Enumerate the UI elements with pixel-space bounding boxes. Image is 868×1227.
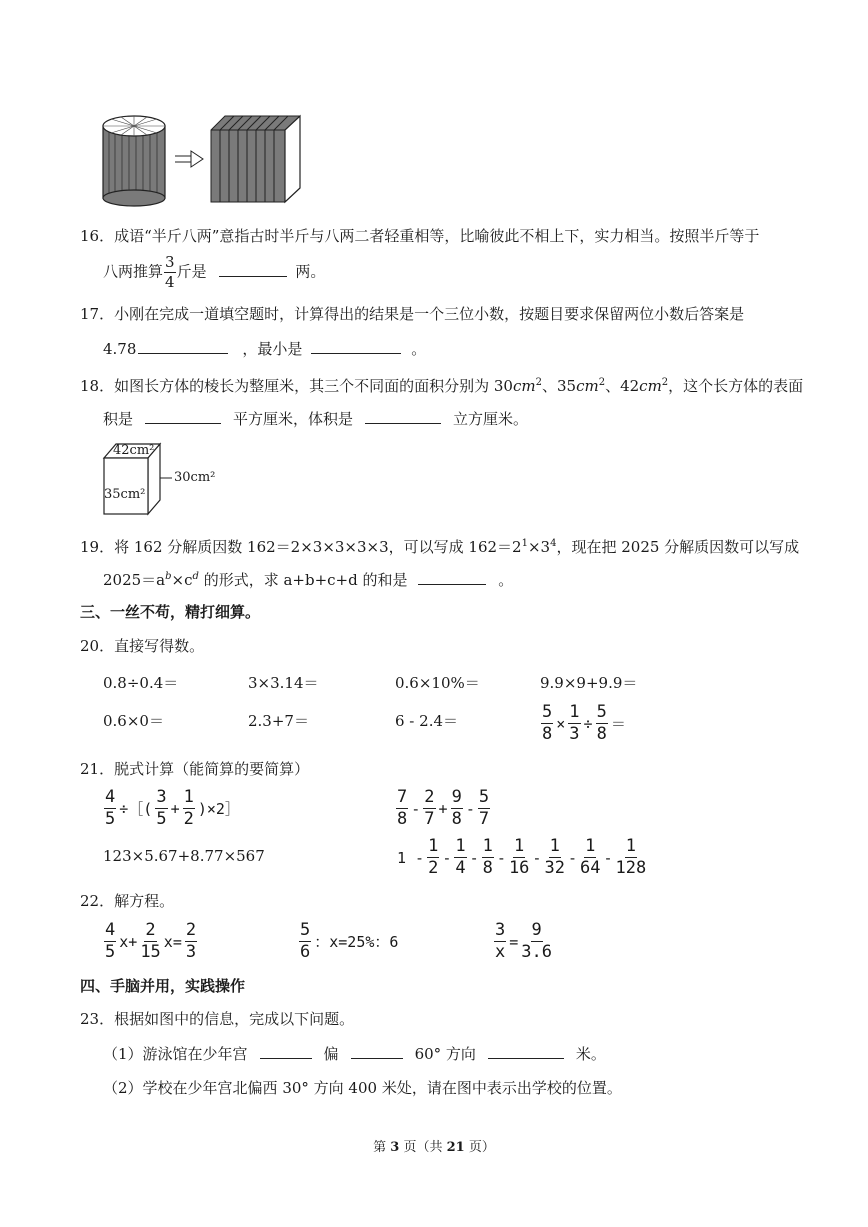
cuboid-top-label: 42cm² — [113, 443, 155, 458]
calc-item: 0.8÷0.4＝ — [103, 674, 179, 692]
question-text: ，现在把 2025 分解质因数可以写成 — [556, 538, 800, 556]
question-22-title — [80, 890, 174, 912]
equation-1: $\frac{4}{5}$ x+ $\frac{2}{15}$ x= $\frac{2}{3}$ — [105, 920, 197, 962]
question-23-part-2: （2）学校在少年宫北偏西 30° 方向 400 米处，请在图中表示出学校的位置。 — [103, 1079, 622, 1097]
calc-item: 6 - 2.4＝ — [395, 712, 459, 730]
question-text: 成语“半斤八两”意指古时半斤与八两二者轻重相等，比喻彼此不相上下，实力相当。按照半斤等于 — [114, 227, 760, 245]
section-heading: 四、手脑并用，实践操作 — [80, 977, 246, 995]
cylinder-shape — [103, 116, 165, 206]
question-text: 2025＝a — [103, 571, 166, 589]
question-text: 小刚在完成一道填空题时，计算得出的结果是一个三位小数，按题目要求保留两位小数后答案是 — [114, 305, 745, 323]
fraction: $\frac{3}{4}$ — [165, 253, 175, 291]
answer-blank[interactable] — [488, 1042, 564, 1059]
question-number: 17． — [80, 305, 115, 323]
question-number: 18． — [80, 377, 115, 395]
expression-3: 123×5.67+8.77×567 — [103, 847, 265, 865]
answer-blank[interactable] — [351, 1042, 403, 1059]
expression-4: 1 - $\frac{1}{2}$ - $\frac{1}{4}$ - $\frac{1}{8}$ - $\frac{1}{16}$ - $\frac{1}{32}$ - $\frac{1}{64}$ - $\frac{1}{128}$ — [397, 836, 647, 878]
calc-item: 2.3+7＝ — [248, 712, 309, 730]
question-19-line-1: 19．将 162 分解质因数 162＝2×3×3×3×3，可以写成 $162=2^1\times 3^4$，现在把 2025 分解质因数可以写成 — [80, 538, 800, 556]
answer-blank[interactable] — [311, 337, 401, 354]
cuboid-front-label: 35cm² — [104, 487, 146, 502]
calc-item: 0.6×10%＝ — [395, 674, 480, 692]
question-text: 斤是 — [176, 262, 207, 281]
question-text: 两。 — [295, 262, 326, 281]
expression-2: $\frac{7}{8}$ - $\frac{2}{7}$ + $\frac{9}{8}$ - $\frac{5}{7}$ — [397, 787, 490, 829]
question-19-line-2: $2025=a^b\times c^d$ 的形式，求 a+b+c+d 的和是 。 — [103, 566, 513, 591]
answer-blank[interactable] — [365, 407, 441, 424]
answer-blank[interactable] — [418, 568, 486, 585]
calc-item: 3×3.14＝ — [248, 674, 319, 692]
question-text: 脱式计算（能简算的要简算） — [114, 760, 310, 778]
answer-blank[interactable] — [260, 1042, 312, 1059]
question-number: 22． — [80, 892, 115, 910]
page-footer: 第 3 页（共 21 页） — [373, 1140, 495, 1155]
question-text: 解方程。 — [114, 892, 175, 910]
question-text: 八两推算 — [103, 262, 164, 281]
question-number: 19． — [80, 538, 115, 556]
calc-item: 0.6×0＝ — [103, 712, 164, 730]
question-number: 23． — [80, 1010, 115, 1028]
answer-blank[interactable] — [145, 407, 221, 424]
calc-item: 9.9×9+9.9＝ — [540, 674, 638, 692]
calc-item-fractions: $\frac{5}{8}$ × $\frac{1}{3}$ ÷ $\frac{5}{8}$ ＝ — [542, 702, 626, 744]
arrow-icon — [175, 151, 203, 167]
question-16-line-2 — [103, 255, 325, 290]
question-text: 立方厘米。 — [453, 410, 529, 428]
question-16-line-1 — [80, 225, 759, 247]
question-text: 4.78 — [103, 340, 137, 358]
equation-2: $\frac{5}{6}$ ：x=25%：6 — [300, 920, 399, 962]
cuboid-side-label: 30cm² — [174, 470, 216, 485]
question-17-line-1 — [80, 303, 744, 325]
question-number: 21． — [80, 760, 115, 778]
question-20-title — [80, 635, 204, 657]
question-text: 积是 — [103, 410, 134, 428]
question-text: （1）游泳馆在少年宫 — [103, 1045, 248, 1063]
section-heading: 三、一丝不苟，精打细算。 — [80, 603, 261, 621]
question-18-line-1: 18．如图长方体的棱长为整厘米，其三个不同面的面积分别为 $30cm^2$、$35cm^2$、$42cm^2$，这个长方体的表面 — [80, 377, 804, 395]
question-text: 根据如图中的信息，完成以下问题。 — [114, 1010, 355, 1028]
question-text: 的形式，求 a+b+c+d 的和是 — [198, 571, 408, 589]
question-23-title — [80, 1008, 354, 1030]
question-text: 如图长方体的棱长为整厘米，其三个不同面的面积分别为 30 — [114, 377, 513, 395]
question-21-title — [80, 758, 309, 780]
question-text: 平方厘米，体积是 — [233, 410, 354, 428]
expression-1: $\frac{4}{5}$ ÷［( $\frac{3}{5}$ + $\frac{1}{2}$ )×2］ — [105, 787, 240, 829]
answer-blank[interactable] — [219, 260, 287, 277]
question-text: 将 162 分解质因数 162＝2×3×3×3×3，可以写成 162＝2 — [114, 538, 522, 556]
question-text: 。 — [411, 340, 427, 358]
sliced-block-shape — [211, 116, 300, 202]
question-text: ，最小是 — [242, 340, 303, 358]
equation-3: $\frac{3}{x}$ = $\frac{9}{3.6}$ — [495, 920, 552, 962]
question-text: ，这个长方体的表面 — [668, 377, 804, 395]
question-17-line-2 — [103, 337, 426, 360]
answer-blank[interactable] — [138, 337, 228, 354]
question-text: 直接写得数。 — [114, 637, 205, 655]
cylinder-cutting-figure — [95, 108, 310, 208]
question-number: 16． — [80, 227, 115, 245]
question-number: 20． — [80, 637, 115, 655]
question-18-line-2 — [103, 407, 528, 430]
question-23-part-1: （1）游泳馆在少年宫 偏 60° 方向 米。 — [103, 1042, 606, 1065]
